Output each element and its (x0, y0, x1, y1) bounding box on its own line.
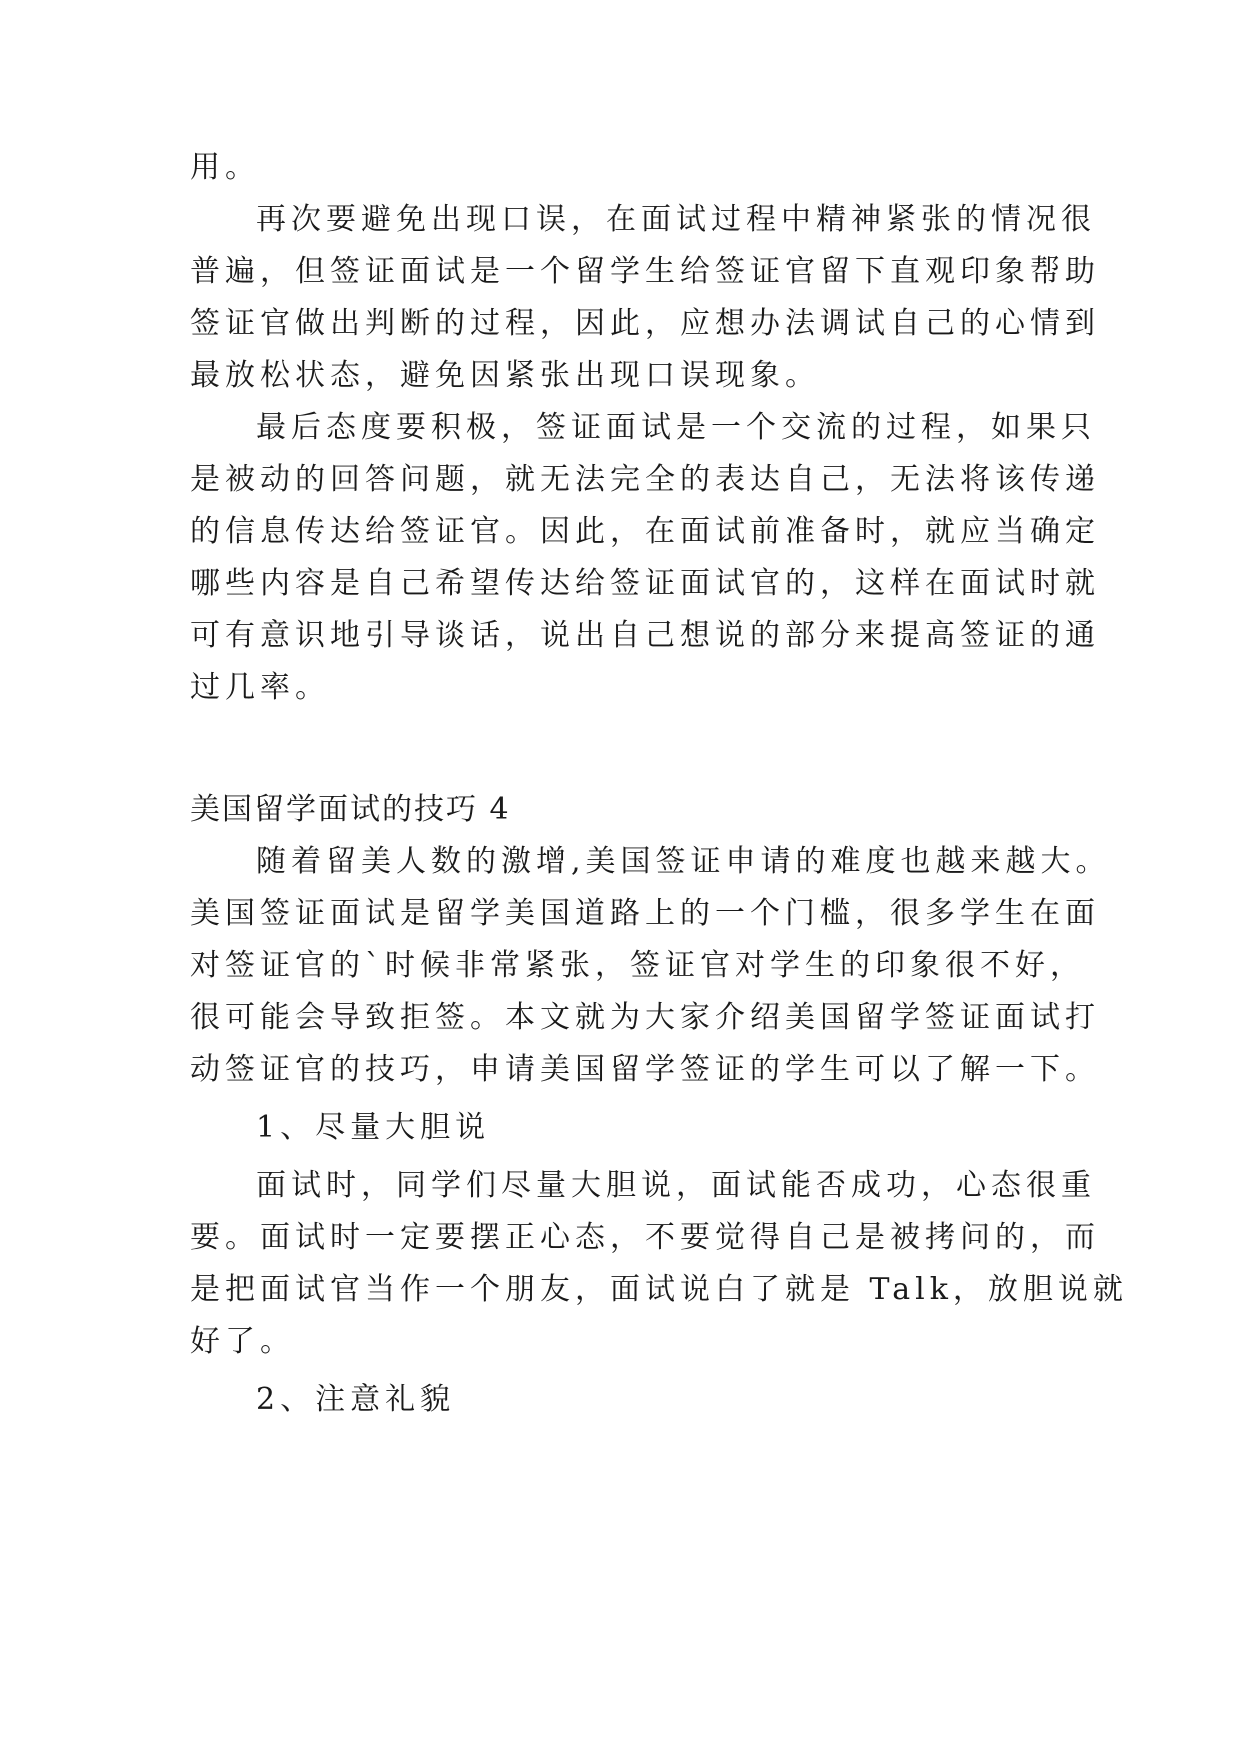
paragraph-line: 用。 (190, 150, 260, 185)
list-item-title: 2、注意礼貌 (256, 1382, 456, 1417)
paragraph-line: 面试时，同学们尽量大胆说，面试能否成功，心态很重 (256, 1168, 1096, 1203)
paragraph-line: 很可能会导致拒签。本文就为大家介绍美国留学签证面试打 (190, 1000, 1100, 1035)
paragraph-line: 随着留美人数的激增,美国签证申请的难度也越来越大。 (256, 844, 1111, 879)
paragraph-line: 哪些内容是自己希望传达给签证面试官的，这样在面试时就 (190, 566, 1100, 601)
paragraph-line: 是被动的回答问题，就无法完全的表达自己，无法将该传递 (190, 462, 1100, 497)
paragraph-line: 过几率。 (190, 670, 330, 705)
list-item-title: 1、尽量大胆说 (256, 1110, 491, 1145)
paragraph-line: 是把面试官当作一个朋友，面试说白了就是 Talk，放胆说就 (190, 1272, 1128, 1307)
paragraph-line: 可有意识地引导谈话，说出自己想说的部分来提高签证的通 (190, 618, 1100, 653)
paragraph-line: 普遍，但签证面试是一个留学生给签证官留下直观印象帮助 (190, 254, 1100, 289)
paragraph-line: 好了。 (190, 1324, 295, 1359)
paragraph-line: 动签证官的技巧，申请美国留学签证的学生可以了解一下。 (190, 1052, 1100, 1087)
paragraph-line: 美国签证面试是留学美国道路上的一个门槛，很多学生在面 (190, 896, 1100, 931)
paragraph-line: 签证官做出判断的过程，因此，应想办法调试自己的心情到 (190, 306, 1100, 341)
paragraph-line: 要。面试时一定要摆正心态，不要觉得自己是被拷问的，而 (190, 1220, 1100, 1255)
paragraph-line: 的信息传达给签证官。因此，在面试前准备时，就应当确定 (190, 514, 1100, 549)
section-heading: 美国留学面试的技巧 4 (190, 792, 511, 827)
paragraph-line: 对签证官的`时候非常紧张，签证官对学生的印象很不好， (190, 948, 1085, 983)
paragraph-line: 最后态度要积极，签证面试是一个交流的过程，如果只 (256, 410, 1096, 445)
paragraph-line: 再次要避免出现口误，在面试过程中精神紧张的情况很 (256, 202, 1096, 237)
paragraph-line: 最放松状态，避免因紧张出现口误现象。 (190, 358, 820, 393)
